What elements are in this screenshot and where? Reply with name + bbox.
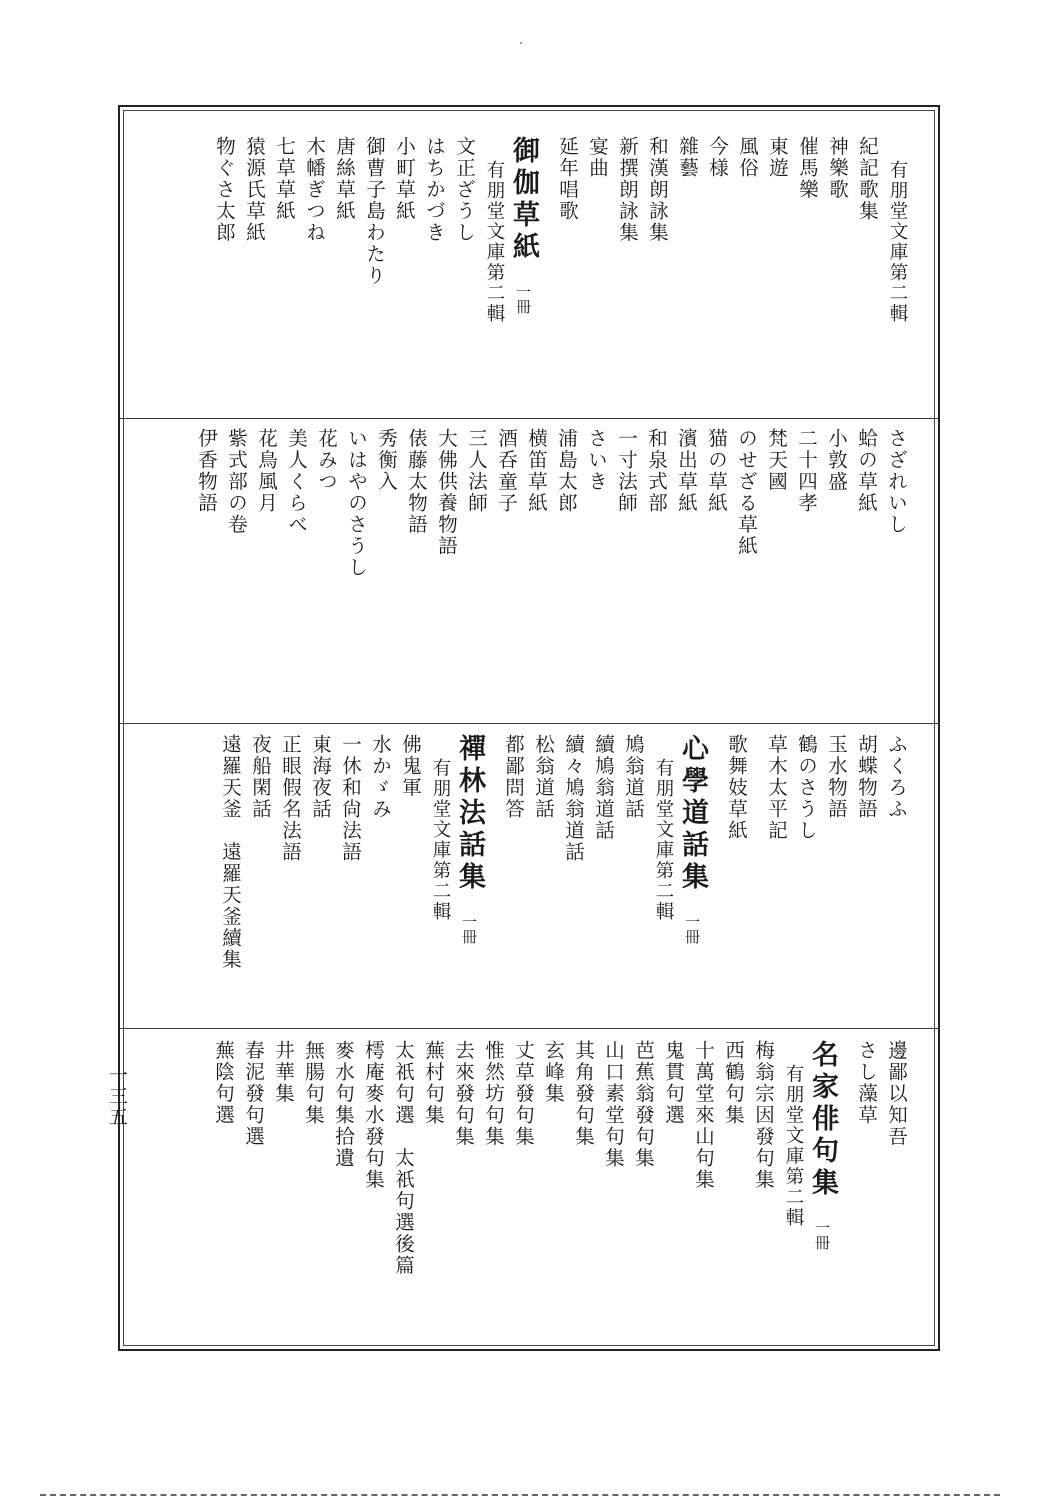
title-entry: 無腸句集 xyxy=(302,1040,325,1126)
catalog-section-2 xyxy=(156,428,906,710)
title-entry: 浦島太郎 xyxy=(555,428,578,514)
collection-title xyxy=(672,734,706,1016)
title-entry: 遠羅天釜 遠羅天釜續集 xyxy=(219,734,242,971)
title-entry: 梵天國 xyxy=(765,428,788,493)
series-label: 有朋堂文庫第二輯 xyxy=(430,758,451,922)
title-entry: 今様 xyxy=(706,136,729,179)
title-entry: 神樂歌 xyxy=(826,136,849,201)
title-entry: 十萬堂來山句集 xyxy=(692,1040,715,1191)
title-entry: 鬼貫句選 xyxy=(662,1040,685,1126)
title-entry: 紀記歌集 xyxy=(856,136,879,222)
title-entry: さし藻草 xyxy=(855,1040,878,1126)
title-entry: 大佛供養物語 xyxy=(435,428,458,557)
title-entry: 宴曲 xyxy=(586,136,609,179)
scan-bottom-line xyxy=(40,1494,1000,1496)
catalog-section-3 xyxy=(156,734,906,1016)
title-entry: 井華集 xyxy=(272,1040,295,1105)
title-entry: 和漢朗詠集 xyxy=(646,136,669,244)
title-entry: 芭蕉翁發句集 xyxy=(632,1040,655,1169)
title-entry: 小町草紙 xyxy=(393,136,416,222)
title-entry: 鳩翁道話 xyxy=(622,734,645,820)
title-entry: 夜船閑話 xyxy=(249,734,272,820)
title-entry: 正眼假名法語 xyxy=(279,734,302,863)
title-entry: 横笛草紙 xyxy=(525,428,548,514)
title-entry: 俵藤太物語 xyxy=(405,428,428,536)
scan-speck xyxy=(520,42,522,44)
title-entry: 玄峰集 xyxy=(542,1040,565,1105)
collection-title-text: 禪林法話集 xyxy=(454,734,485,894)
title-entry: 歌舞妓草紙 xyxy=(725,734,748,842)
title-entry: のせざる草紙 xyxy=(735,428,758,557)
title-entry: 新撰朗詠集 xyxy=(616,136,639,244)
title-entry: さいき xyxy=(585,428,608,493)
title-entry: 二十四孝 xyxy=(795,428,818,514)
title-entry: 梅翁宗因發句集 xyxy=(752,1040,775,1191)
title-entry: 續鳩翁道話 xyxy=(592,734,615,842)
collection-title xyxy=(449,734,483,1016)
title-entry: 樗庵麥水發句集 xyxy=(362,1040,385,1191)
series-label: 有朋堂文庫第二輯 xyxy=(653,758,674,922)
title-entry: いはやのさうし xyxy=(345,428,368,579)
page-number: 一三五 xyxy=(106,1065,128,1128)
title-entry: さざれいし xyxy=(885,428,908,536)
title-entry: 七草草紙 xyxy=(273,136,296,222)
title-entry: 西鶴句集 xyxy=(722,1040,745,1126)
title-entry: 延年唱歌 xyxy=(556,136,579,222)
title-entry: 紫式部の卷 xyxy=(225,428,248,536)
title-entry: 鶴のさうし xyxy=(795,734,818,842)
title-entry: 三人法師 xyxy=(465,428,488,514)
title-entry: 濱出草紙 xyxy=(675,428,698,514)
title-entry: 都鄙問答 xyxy=(502,734,525,820)
title-entry: 水かゞみ xyxy=(369,734,392,820)
volume-count: 一冊 xyxy=(460,914,478,944)
volume-count: 一冊 xyxy=(514,284,532,314)
collection-title-text: 心學道話集 xyxy=(677,734,708,894)
catalog-section-4 xyxy=(156,1040,906,1322)
title-entry: ふくろふ xyxy=(885,734,908,820)
title-entry: 猿源氏草紙 xyxy=(243,136,266,244)
title-entry: 東海夜話 xyxy=(309,734,332,820)
series-label: 有朋堂文庫第二輯 xyxy=(484,160,505,324)
series-label: 有朋堂文庫第二輯 xyxy=(783,1064,804,1228)
title-entry: 太祇句選 太祇句選後篇 xyxy=(392,1040,415,1277)
section-divider xyxy=(120,723,938,724)
title-entry: 去來發句集 xyxy=(452,1040,475,1148)
title-entry: 花みつ xyxy=(315,428,338,493)
title-entry: 一休和尙法語 xyxy=(339,734,362,863)
title-entry: 美人くらべ xyxy=(285,428,308,536)
section-divider xyxy=(120,418,938,419)
title-entry: 蕪村句集 xyxy=(422,1040,445,1126)
title-entry: 續々鳩翁道話 xyxy=(562,734,585,863)
title-entry: 春泥發句選 xyxy=(242,1040,265,1148)
title-entry: 花鳥風月 xyxy=(255,428,278,514)
title-entry: 邊鄙以知吾 xyxy=(885,1040,908,1148)
title-entry: 伊香物語 xyxy=(195,428,218,514)
title-entry: 小敦盛 xyxy=(825,428,848,493)
title-entry: 猫の草紙 xyxy=(705,428,728,514)
title-entry: 麥水句集拾遺 xyxy=(332,1040,355,1169)
title-entry: 東遊 xyxy=(766,136,789,179)
title-entry: 草木太平記 xyxy=(765,734,788,842)
title-entry: 和泉式部 xyxy=(645,428,668,514)
title-entry: 秀衡入 xyxy=(375,428,398,493)
title-entry: 玉水物語 xyxy=(825,734,848,820)
title-entry: 物ぐさ太郎 xyxy=(213,136,236,244)
collection-title-text: 御伽草紙 xyxy=(508,136,539,264)
collection-title xyxy=(503,136,537,408)
title-entry: 風俗 xyxy=(736,136,759,179)
series-label: 有朋堂文庫第二輯 xyxy=(887,160,908,324)
title-entry: 催馬樂 xyxy=(796,136,819,201)
title-entry: 蕪陰句選 xyxy=(212,1040,235,1126)
section-divider xyxy=(120,1028,938,1029)
title-entry: 惟然坊句集 xyxy=(482,1040,505,1148)
title-entry: 松翁道話 xyxy=(532,734,555,820)
title-entry: 文正ざうし xyxy=(453,136,476,244)
title-entry: 一寸法師 xyxy=(615,428,638,514)
title-entry: 山口素堂句集 xyxy=(602,1040,625,1169)
title-entry: 御曹子島わたり xyxy=(363,136,386,287)
title-entry: 胡蝶物語 xyxy=(855,734,878,820)
title-entry: 丈草發句集 xyxy=(512,1040,535,1148)
title-entry: はちかづき xyxy=(423,136,446,244)
volume-count: 一冊 xyxy=(683,914,701,944)
catalog-section-1 xyxy=(156,136,906,408)
title-entry: 酒呑童子 xyxy=(495,428,518,514)
title-entry: 佛鬼軍 xyxy=(399,734,422,799)
collection-title xyxy=(802,1040,836,1322)
title-entry: 木幡ぎつね xyxy=(303,136,326,244)
title-entry: 其角發句集 xyxy=(572,1040,595,1148)
title-entry: 唐絲草紙 xyxy=(333,136,356,222)
title-entry: 蛤の草紙 xyxy=(855,428,878,514)
title-entry: 雜藝 xyxy=(676,136,699,179)
volume-count: 一冊 xyxy=(813,1220,831,1250)
collection-title-text: 名家俳句集 xyxy=(807,1040,838,1200)
